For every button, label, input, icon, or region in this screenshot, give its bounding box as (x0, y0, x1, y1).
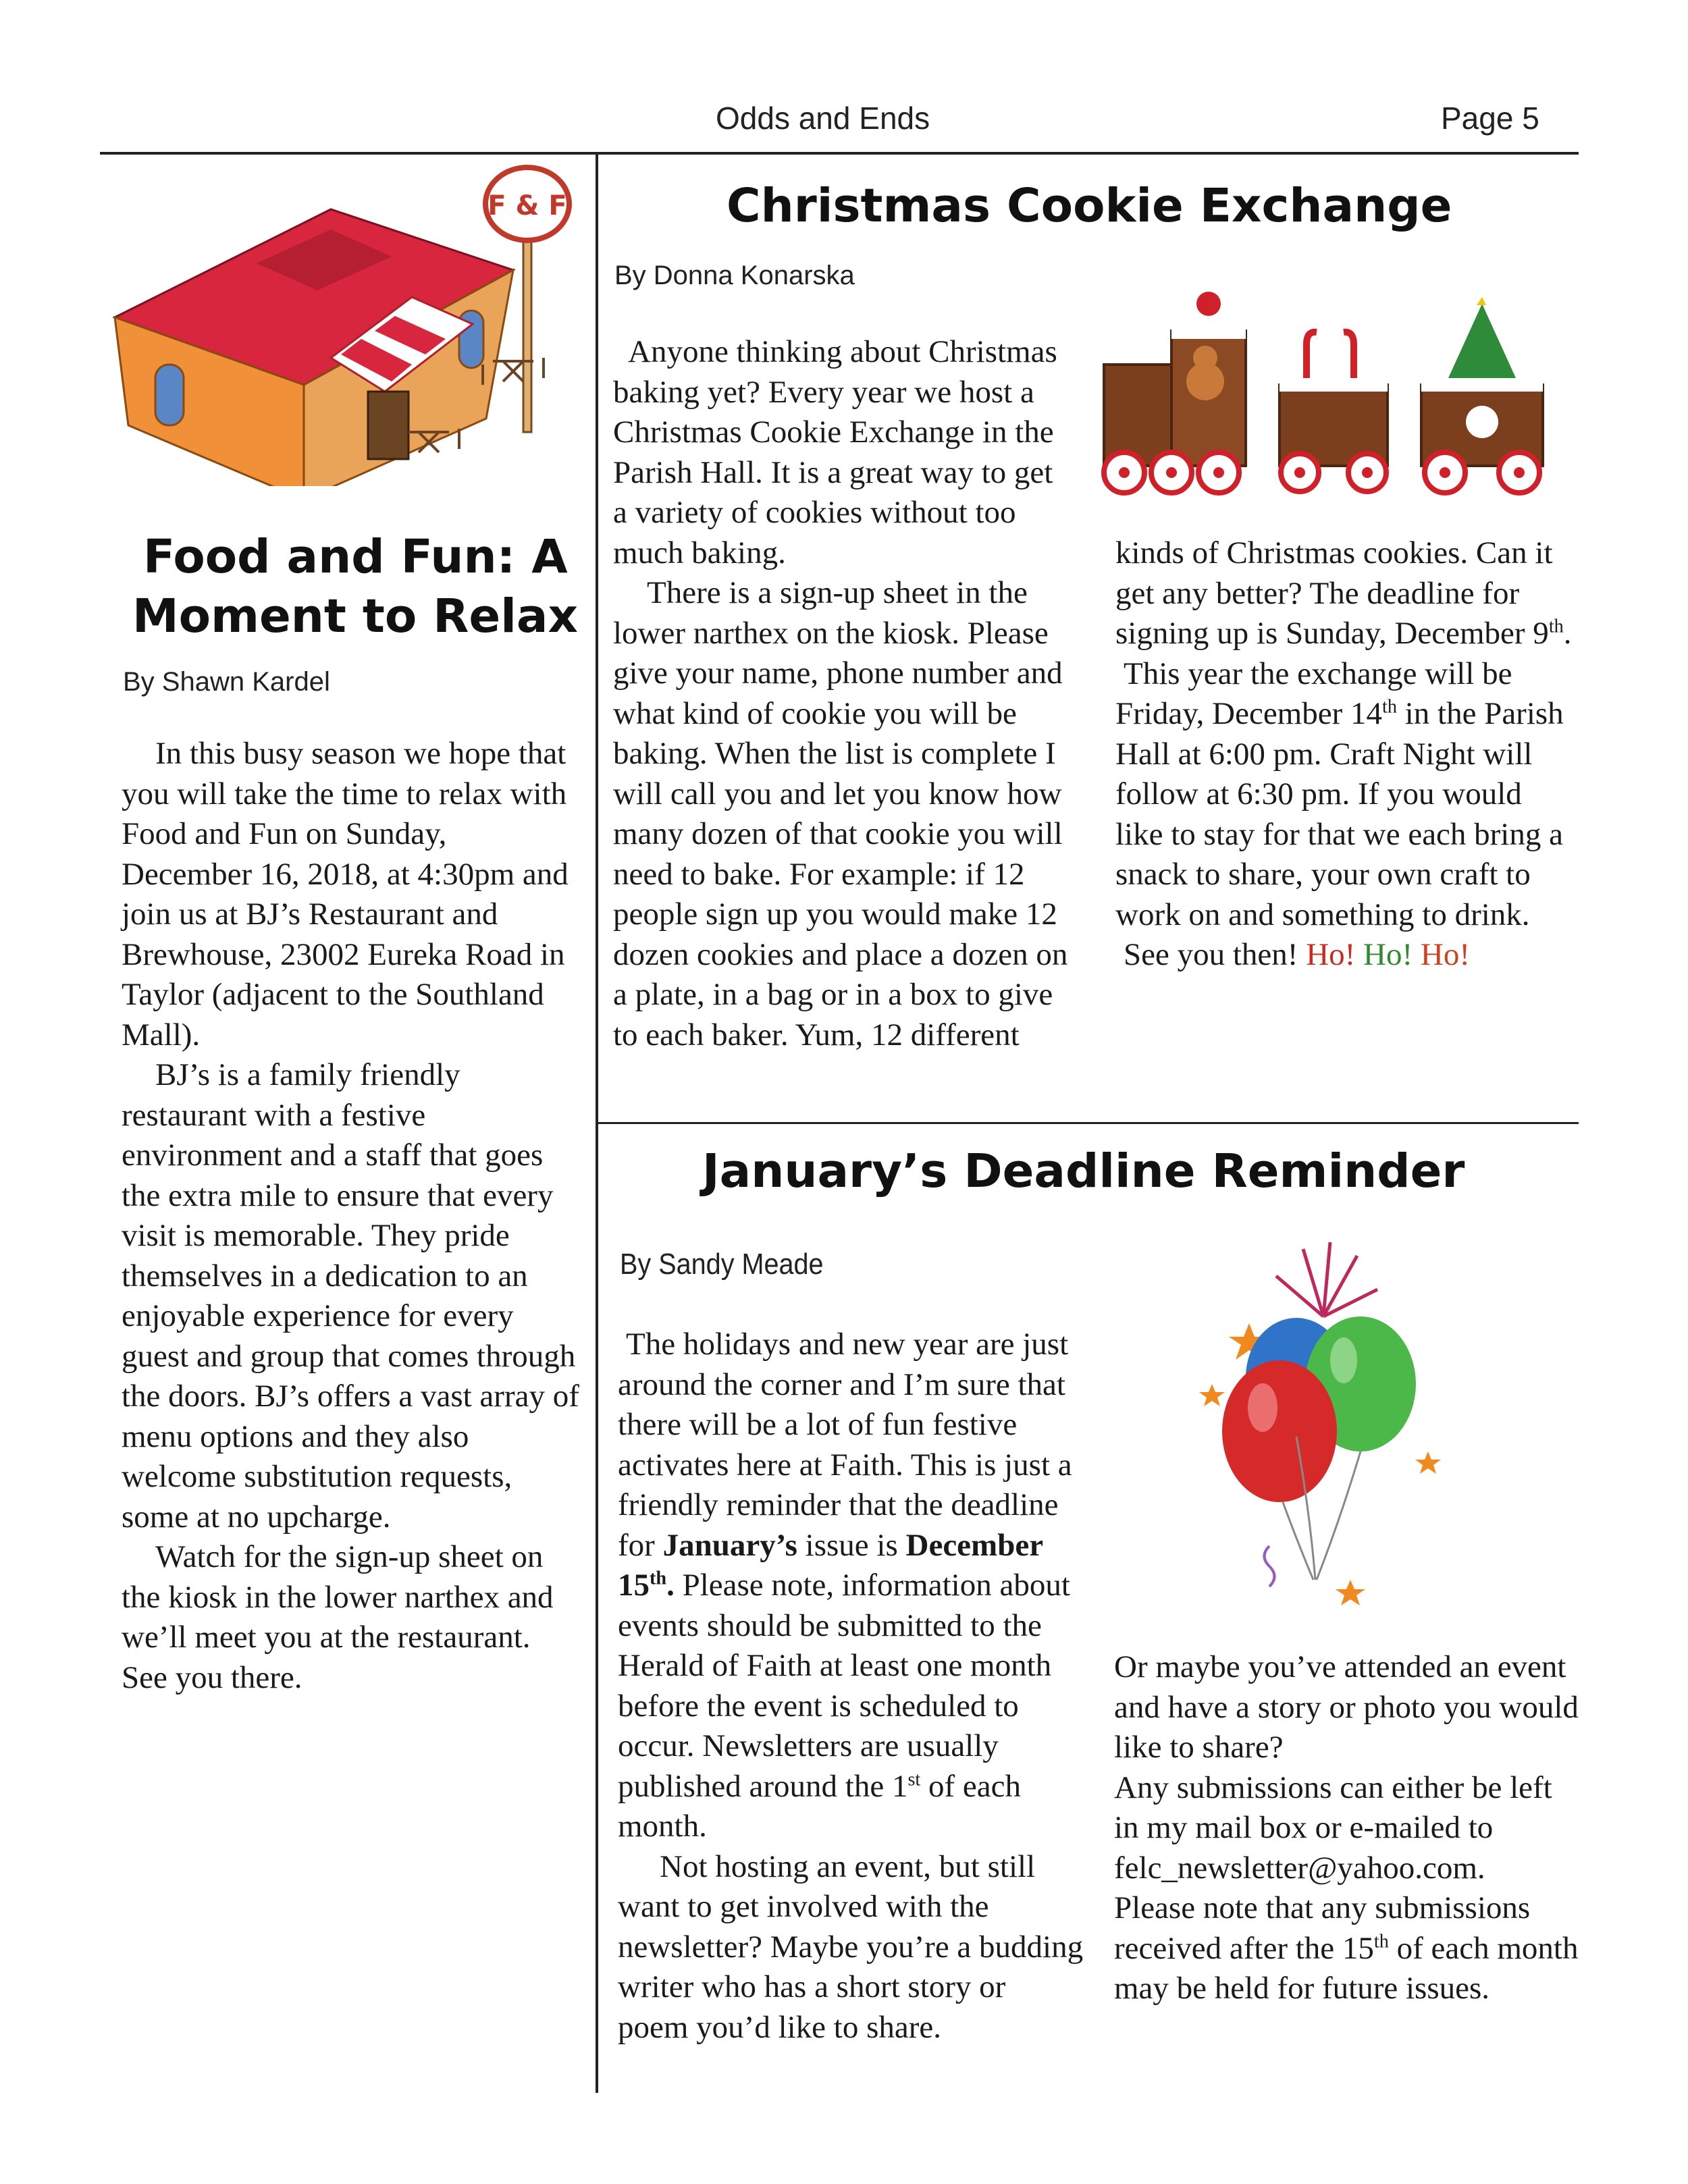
ho-1: Ho! (1306, 937, 1356, 972)
deadline-left-body (618, 1325, 1084, 2048)
section-title: Odds and Ends (716, 101, 930, 136)
section-divider (596, 1122, 1579, 1124)
deadline-right-p3-sup: th (1373, 1930, 1389, 1952)
cookie-paragraph-3 (1115, 533, 1572, 654)
cookie-title: Christmas Cookie Exchange (727, 179, 1452, 233)
deadline-p1-bold1: January’s (662, 1527, 797, 1563)
food-fun-body (122, 734, 581, 1698)
header-rule (100, 152, 1579, 155)
ho-3: Ho! (1420, 937, 1470, 972)
cookie-p5-text: See you then! (1124, 937, 1307, 972)
deadline-title: January’s Deadline Reminder (702, 1144, 1465, 1198)
deadline-right-paragraph-2: Any submissions can either be left in my mail box or e-mailed to felc_newsletter@yahoo.com. (1114, 1769, 1552, 1886)
cookie-p3-text: kinds of Christmas cookies. Can it get any better? The deadline for signing up is Sunday, December 9 (1115, 535, 1553, 651)
deadline-p1-bold2-sup: th (650, 1568, 667, 1589)
cookie-paragraph-2: There is a sign-up sheet in the lower narthex on the kiosk. Please give your name, phone number and what kind of cookie you will be baking. When the list is complete I will call you and let you know how many dozen of that cookie you will need to bake. For example: if 12 people sign up you would make 12 dozen cookies and place a dozen on a plate, in a bag or in a box to give to each baker. Yum, 12 different (613, 575, 1068, 1053)
cookie-p4-b: in the Parish Hall at 6:00 pm. Craft Night will follow at 6:30 pm. If you would like to stay for that we each bring a snack to share, your own craft to work on and something to drink. (1115, 696, 1564, 932)
deadline-paragraph-2: Not hosting an event, but still want to get involved with the newsletter? Maybe you’re a budding writer who has a short story or poem you’d like to share. (618, 1848, 1084, 2045)
deadline-p1-bold2-end: . (666, 1568, 675, 1603)
cookie-right-body (1115, 533, 1572, 976)
food-fun-paragraph-3: Watch for the sign-up sheet on the kiosk in the lower narthex and we’ll meet you at the restaurant. See you there. (122, 1539, 554, 1695)
ff-sign-text: F & F (487, 190, 567, 221)
cookie-paragraph-4 (1115, 654, 1572, 936)
deadline-p1-sup: st (907, 1768, 921, 1790)
deadline-right-p3-b: of each month may be held for future issues. (1114, 1930, 1579, 2006)
deadline-right-paragraph-1: Or maybe you’ve attended an event and have a story or photo you would like to share? (1114, 1649, 1579, 1765)
deadline-p1-d: of each month. (618, 1768, 1021, 1844)
deadline-right-paragraph-3 (1114, 1888, 1580, 2009)
food-fun-title-line2: Moment to Relax (132, 589, 578, 643)
cookie-p3-sup: th (1548, 616, 1564, 637)
cookie-paragraph-5 (1115, 935, 1572, 976)
deadline-p1-c: Please note, information about events should be submitted to the Herald of Faith at least one month before the event is scheduled to occur. Newsletters are usually published around the 1 (618, 1568, 1070, 1804)
food-fun-paragraph-2: BJ’s is a family friendly restaurant with a festive environment and a staff that goes the extra mile to ensure that every visit is memorable. They pride themselves in a dedication to an enjoyable experience for every guest and group that comes through the doors. BJ’s offers a vast array of menu options and they also welcome substitution requests, some at no upcharge. (122, 1057, 579, 1535)
cookie-left-body (613, 332, 1072, 1055)
restaurant-illustration (108, 162, 594, 486)
page-number: Page 5 (1441, 101, 1539, 136)
food-fun-paragraph-1: In this busy season we hope that you will take the time to relax with Food and Fun on Sunday, December 16, 2018, at 4:30pm and join us at BJ’s Restaurant and Brewhouse, 23002 Eureka Road in Taylor (adjacent to the Southland Mall). (122, 736, 569, 1053)
cookie-paragraph-1: Anyone thinking about Christmas baking yet? Every year we host a Christmas Cookie Exchange in the Parish Hall. It is a great way to get a variety of cookies without too much baking. (613, 334, 1057, 570)
deadline-right-body (1114, 1647, 1580, 2009)
deadline-p1-b: issue is (797, 1527, 906, 1563)
deadline-p1-bold2-text: December 15 (618, 1527, 1043, 1603)
deadline-byline: By Sandy Meade (620, 1248, 824, 1281)
cookie-p3-end: . (1563, 616, 1572, 651)
food-fun-title-line1: Food and Fun: A (143, 530, 568, 584)
food-fun-byline: By Shawn Kardel (123, 667, 330, 697)
cookie-byline: By Donna Konarska (614, 261, 855, 290)
balloons-illustration (1195, 1229, 1452, 1627)
cookie-p4-sup: th (1382, 696, 1397, 718)
deadline-paragraph-1 (618, 1325, 1084, 1847)
deadline-right-p3-a: Please note that any submissions received after the 15 (1114, 1890, 1531, 1966)
ho-2: Ho! (1363, 937, 1413, 972)
gingerbread-train-illustration (1090, 270, 1556, 520)
deadline-p1-a: The holidays and new year are just around the corner and I’m sure that there will be a lot of fun festive activates here at Faith. This is just a friendly reminder that the deadline for (618, 1327, 1072, 1563)
cookie-p4-a: This year the exchange will be Friday, December 14 (1115, 656, 1512, 731)
